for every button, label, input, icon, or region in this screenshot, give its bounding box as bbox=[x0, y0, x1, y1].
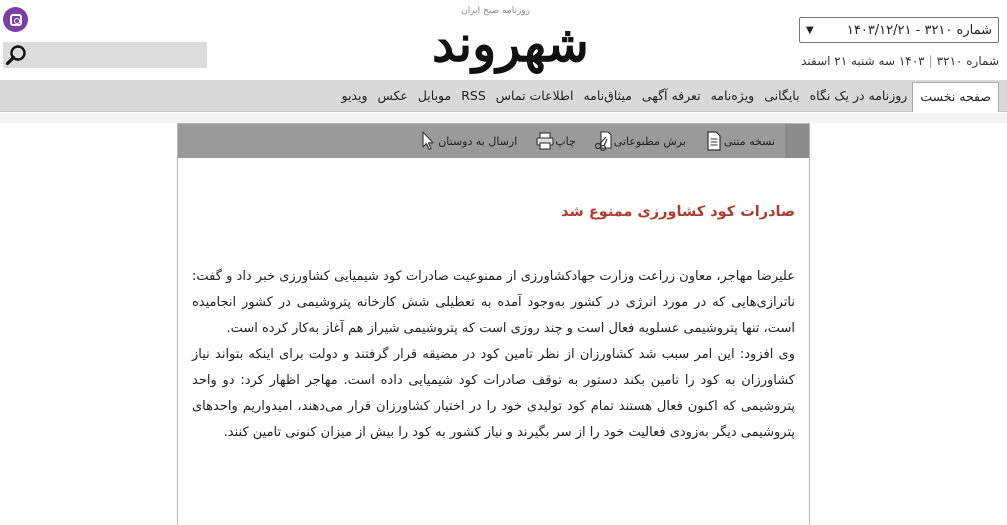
logo-text: شهروند bbox=[432, 14, 589, 73]
send-to-friends-label: ارسال به دوستان bbox=[438, 134, 518, 148]
article-title: صادرات کود کشاورزی ممنوع شد bbox=[561, 204, 795, 220]
text-version-button[interactable] bbox=[704, 131, 779, 151]
article-panel bbox=[177, 123, 810, 525]
printer-icon bbox=[535, 131, 555, 151]
nav-item-home[interactable]: صفحه نخست bbox=[912, 82, 999, 112]
issue-select-value: شماره ۳۲۱۰ - ۱۴۰۳/۱۲/۲۱ bbox=[846, 22, 992, 38]
issue-select[interactable] bbox=[799, 17, 999, 43]
site-header bbox=[0, 0, 1007, 80]
nav-item-video[interactable]: ویدیو bbox=[341, 88, 368, 103]
site-logo[interactable] bbox=[432, 4, 589, 80]
text-version-label: نسخه متنی bbox=[723, 134, 775, 148]
nav-item-charter[interactable]: میثاق‌نامه bbox=[583, 88, 632, 103]
main-nav bbox=[0, 80, 1007, 112]
article-body bbox=[192, 264, 795, 446]
nav-item-contact[interactable]: اطلاعات تماس bbox=[495, 88, 574, 103]
nav-item-photo[interactable]: عکس bbox=[377, 88, 408, 103]
nav-item-rss[interactable]: RSS bbox=[461, 88, 486, 103]
issue-number: شماره ۳۲۱۰ bbox=[936, 54, 999, 68]
instagram-icon[interactable] bbox=[3, 7, 28, 32]
article-paragraph: وی افزود: این امر سبب شد کشاورزان از نظر تامین کود در مضیقه قرار گرفتند و دولت برای اینکه بتواند نیاز کشاورزان به کود را تامین بکند دستور به توقف صادرات کود شیمیایی داده است. مهاجر اظهار کرد: دو واحد پتروشیمی که اکنون فعال هستند تمام کود تولیدی خود را در اختیار کشاورزان قرار می‌دهند، امیدواریم واحدهای پتروشیمی دیگر به‌زودی فعالیت خود را از سر بگیرند و نیاز کشور به کود را بیش از میزان کنونی تامین کنند. bbox=[192, 347, 795, 440]
print-label: چاپ bbox=[555, 134, 576, 148]
issue-date: ۱۴۰۳ سه شنبه ۲۱ اسفند bbox=[801, 54, 925, 68]
cursor-pointer-icon bbox=[418, 131, 438, 151]
press-clipping-label: برش مطبوعاتی bbox=[613, 134, 686, 148]
press-clipping-button[interactable] bbox=[594, 131, 690, 151]
scissors-document-icon bbox=[594, 131, 614, 151]
article-toolbar bbox=[178, 124, 809, 158]
nav-item-archive[interactable]: بایگانی bbox=[764, 88, 800, 103]
article-content bbox=[192, 158, 795, 446]
nav-item-ad-rates[interactable]: تعرفه آگهی bbox=[641, 88, 701, 103]
document-icon bbox=[704, 131, 724, 151]
search-icon[interactable] bbox=[5, 43, 29, 67]
nav-item-daily-glance[interactable]: روزنامه در یک نگاه bbox=[809, 88, 908, 103]
nav-item-mobile[interactable]: موبایل bbox=[417, 88, 452, 103]
nav-item-special-issue[interactable]: ویژه‌نامه bbox=[710, 88, 755, 103]
chevron-down-icon: ▼ bbox=[806, 24, 814, 36]
print-button[interactable] bbox=[535, 131, 580, 151]
search-box bbox=[3, 42, 207, 68]
send-to-friends-button[interactable] bbox=[418, 131, 521, 151]
search-input[interactable] bbox=[29, 42, 207, 68]
issue-info: شماره ۳۲۱۰|۱۴۰۳ سه شنبه ۲۱ اسفند bbox=[801, 54, 999, 68]
article-paragraph: علیرضا مهاجر، معاون زراعت وزارت جهادکشاورزی از ممنوعیت صادرات کود شیمیایی کشاورزی خبر داد و گفت: ناترازی‌هایی که در مورد انرژی در کشور به‌وجود آمده به تعطیلی شش کارخانه پتروشیمی در کشور انجامیده است، تنها پتروشیمی عسلویه فعال است و چند روزی است که پتروشیمی شیراز هم آغاز به‌کار کرده است. bbox=[192, 269, 795, 336]
logo-subtitle: روزنامه صبح ایران bbox=[461, 6, 530, 16]
